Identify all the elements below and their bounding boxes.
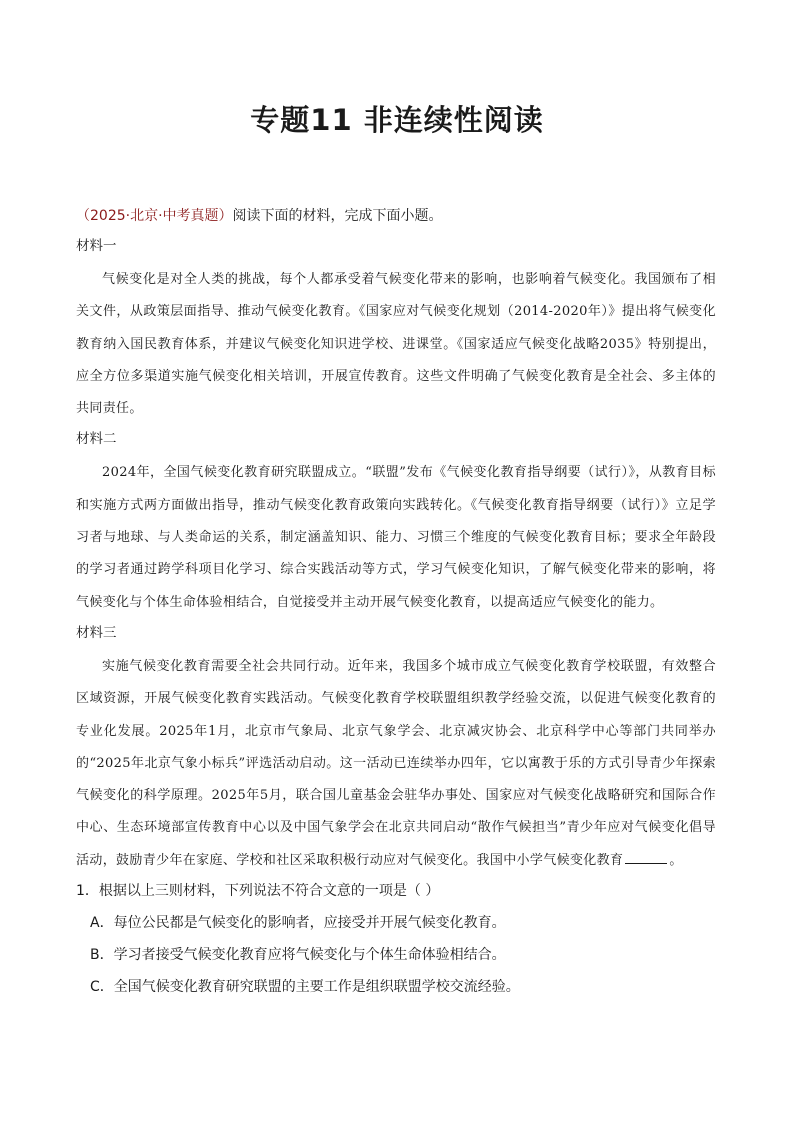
question-stem: 1．根据以上三则材料，下列说法不符合文意的一项是（ ） — [76, 883, 440, 900]
option-c[interactable]: C．全国气候变化教育研究联盟的主要工作是组织联盟学校交流经验。 — [90, 979, 520, 996]
material-2-text: 2024年，全国气候变化教育研究联盟成立。“联盟”发布《气候变化教育指导纲要（试行）》，从教育目标和实施方式两方面做出指导，推动气候变化教育政策向实践转化。《气候变化教育指导纲要（试行）》立足学习者与地球、与人类命运的关系，制定涵盖知识、能力、习惯三个维度的气候变化教育目标；要求全年龄段的学习者通过跨学科项目化学习、综合实践活动等方式，学习气候变化知识，了解气候变化带来的影响，将气候变化与个体生命体验相结合，自觉接受并主动开展气候变化教育，以提高适应气候变化的能力。 — [76, 465, 716, 610]
instruction-text: 阅读下面的材料，完成下面小题。 — [232, 208, 443, 224]
option-a[interactable]: A．每位公民都是气候变化的影响者，应接受并开展气候变化教育。 — [90, 915, 506, 932]
material-1-label: 材料一 — [76, 238, 117, 254]
document-body — [76, 206, 716, 1009]
material-3-paragraph — [76, 651, 716, 877]
source-line — [76, 206, 716, 226]
option-b[interactable]: B．学习者接受气候变化教育应将气候变化与个体生命体验相结合。 — [90, 947, 506, 964]
material-3-text: 实施气候变化教育需要全社会共同行动。近年来，我国多个城市成立气候变化教育学校联盟，有效整合区域资源，开展气候变化教育实践活动。气候变化教育学校联盟组织教学经验交流，以促进气候变化教育的专业化发展。2025年1月，北京市气象局、北京气象学会、北京减灾协会、北京科学中心等部门共同举办的“2025年北京气象小标兵”评选活动启动。这一活动已连续举办四年，它以寓教于乐的方式引导青少年探索气候变化的科学原理。2025年5月，联合国儿童基金会驻华办事处、国家应对气候变化战略研究和国际合作中心、生态环境部宣传教育中心以及中国气象学会在北京共同启动“散作气候担当”青少年应对气候变化倡导活动，鼓励青少年在家庭、学校和社区采取积极行动应对气候变化。我国中小学气候变化教育 — [76, 658, 716, 868]
material-2-label: 材料二 — [76, 431, 117, 448]
page-title: 专题11 非连续性阅读 — [250, 103, 544, 137]
source-tag: 2025·北京·中考真题 — [90, 208, 219, 224]
material-1-text: 气候变化是对全人类的挑战，每个人都承受着气候变化带来的影响，也影响着气候变化。我国颁布了相关文件，从政策层面指导、推动气候变化教育。《国家应对气候变化规划（2014-2020年）》提出将气候变化教育纳入国民教育体系，并建议气候变化知识进学校、进课堂。《国家适应气候变化战略2035》特别提出，应全方位多渠道实施气候变化相关培训，开展宣传教育。这些文件明确了气候变化教育是全社会、多主体的共同责任。 — [76, 272, 716, 417]
material-3-tail: 。 — [669, 852, 683, 868]
material-3-label: 材料三 — [76, 624, 117, 641]
fill-in-blank[interactable] — [625, 850, 667, 864]
source-bracket-open: （ — [76, 208, 90, 224]
source-bracket-close: ） — [218, 208, 233, 224]
